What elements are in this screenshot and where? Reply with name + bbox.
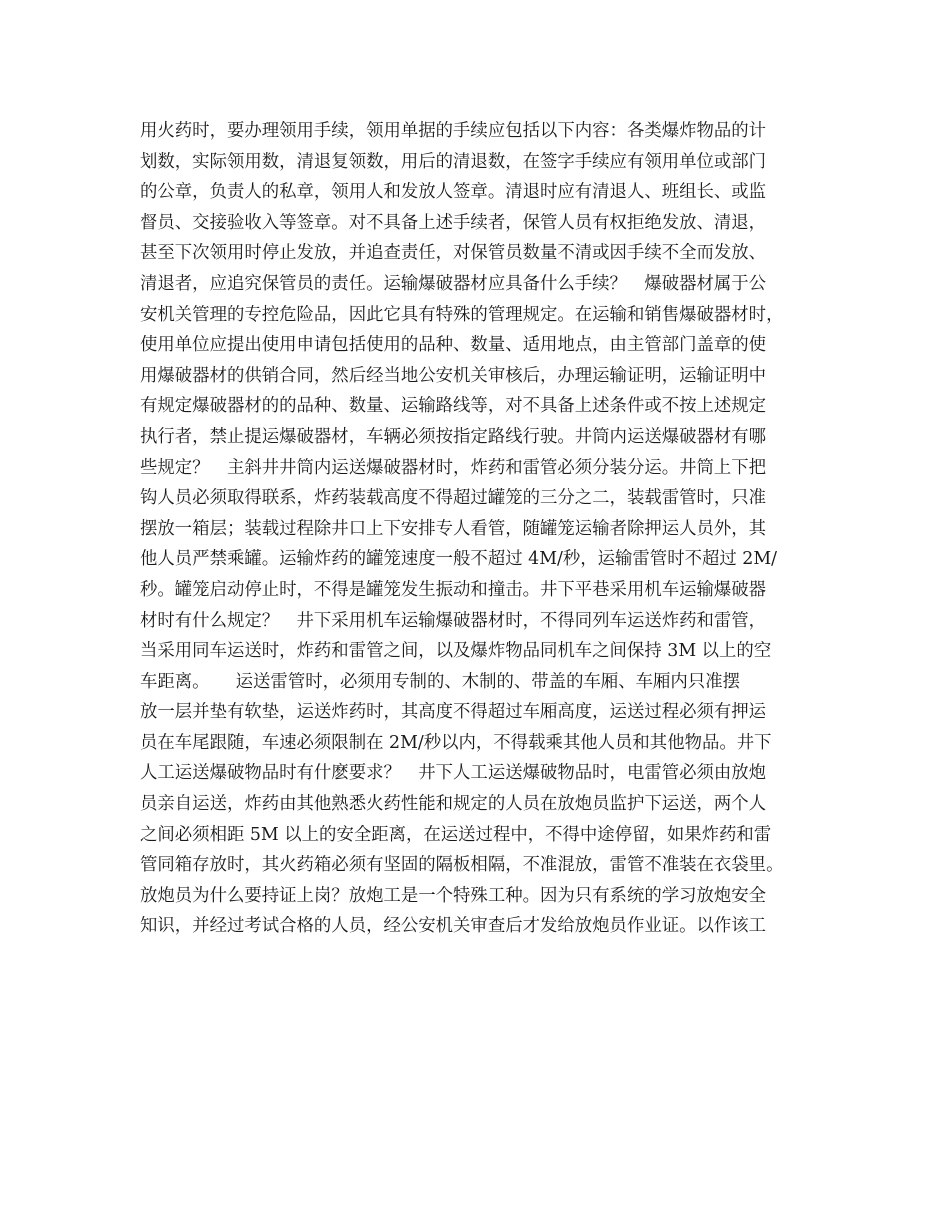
text-line: 放一层并垫有软垫，运送炸药时，其高度不得超过车厢高度，运送过程必须有押运 xyxy=(140,702,767,723)
text-line: 车距离。 运送雷管时，必须用专制的、木制的、带盖的车厢、车厢内只准摆 xyxy=(140,671,740,692)
text-line: 有规定爆破器材的的品种、数量、运输路线等，对不具备上述条件或不按上述规定 xyxy=(140,396,767,417)
text-line: 员在车尾跟随，车速必须限制在 2M/秒以内，不得载乘其他人员和其他物品。井下 xyxy=(140,732,772,753)
text-line: 管同箱存放时，其火药箱必须有坚固的隔板相隔，不准混放，雷管不准装在衣袋里。 xyxy=(140,855,784,876)
text-line: 清退者，应追究保管员的责任。运输爆破器材应具备什么手续？ 爆破器材属于公 xyxy=(140,273,767,294)
text-line: 钩人员必须取得联系，炸药装载高度不得超过罐笼的三分之二，装载雷管时，只准 xyxy=(140,488,767,509)
text-line: 的公章，负责人的私章，领用人和发放人签章。清退时应有清退人、班组长、或监 xyxy=(140,182,767,203)
text-line: 员亲自运送，炸药由其他熟悉火药性能和规定的人员在放炮员监护下运送，两个人 xyxy=(140,794,767,815)
text-line: 督员、交接验收入等签章。对不具备上述手续者，保管人员有权拒绝发放、清退， xyxy=(140,212,767,233)
text-line: 之间必须相距 5M 以上的安全距离，在运送过程中，不得中途停留，如果炸药和雷 xyxy=(140,824,772,845)
text-line: 用爆破器材的供销合同，然后经当地公安机关审核后，办理运输证明，运输证明中 xyxy=(140,365,767,386)
text-line: 他人员严禁乘罐。运输炸药的罐笼速度一般不超过 4M/秒，运输雷管时不超过 2M/ xyxy=(140,549,778,570)
text-line: 甚至下次领用时停止发放，并追查责任，对保管员数量不清或因手续不全而发放、 xyxy=(140,243,767,264)
text-line: 些规定？ 主斜井井筒内运送爆破器材时，炸药和雷管必须分装分运。井筒上下把 xyxy=(140,457,767,478)
text-line: 材时有什么规定？ 井下采用机车运输爆破器材时，不得同列车运送炸药和雷管， xyxy=(140,610,767,631)
text-line: 知识，并经过考试合格的人员，经公安机关审查后才发给放炮员作业证。以作该工 xyxy=(140,916,767,937)
text-line: 用火药时，要办理领用手续，领用单据的手续应包括以下内容：各类爆炸物品的计 xyxy=(140,121,767,141)
text-line: 使用单位应提出使用申请包括使用的品种、数量、适用地点，由主管部门盖章的使 xyxy=(140,335,767,356)
text-line: 当采用同车运送时，炸药和雷管之间，以及爆炸物品同机车之间保持 3M 以上的空 xyxy=(140,641,772,662)
text-line: 摆放一箱层；装载过程除井口上下安排专人看管，随罐笼运输者除押运人员外，其 xyxy=(140,518,767,539)
text-line: 划数，实际领用数，清退复领数，用后的清退数，在签字手续应有领用单位或部门 xyxy=(140,151,767,172)
text-line: 放炮员为什么要持证上岗？放炮工是一个特殊工种。因为只有系统的学习放炮安全 xyxy=(140,885,767,906)
text-line: 人工运送爆破物品时有什麽要求？ 井下人工运送爆破物品时，电雷管必须由放炮 xyxy=(140,763,767,784)
text-line: 安机关管理的专控危险品，因此它具有特殊的管理规定。在运输和销售爆破器材时， xyxy=(140,304,784,325)
body-paragraph xyxy=(140,116,820,942)
text-line: 执行者，禁止提运爆破器材，车辆必须按指定路线行驶。井筒内运送爆破器材有哪 xyxy=(140,426,767,447)
text-line: 秒。罐笼启动停止时，不得是罐笼发生振动和撞击。井下平巷采用机车运输爆破器 xyxy=(140,579,767,600)
